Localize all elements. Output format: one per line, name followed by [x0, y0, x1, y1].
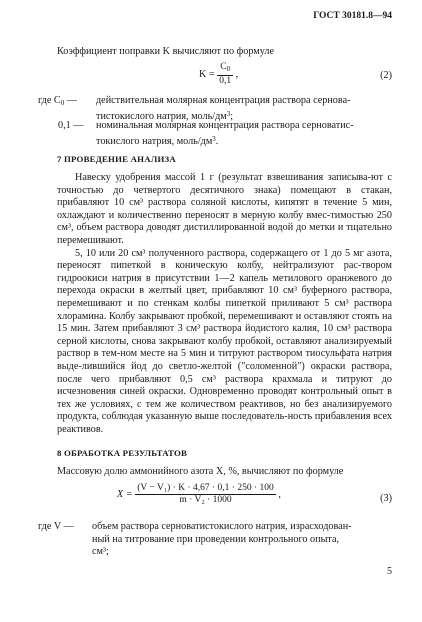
- formula-3: [117, 483, 281, 506]
- coef-intro: Коэффициент поправки K вычисляют по формуле: [57, 46, 274, 57]
- section-7-body: [57, 172, 392, 436]
- section-7-paragraph-2: 5, 10 или 20 см³ полученного раствора, содержащего от 1 до 5 мг азота, переносят пипеткой в коническую колбу, нейтрализуют рас-твором гидроокиси натрия в присутствии 1—2 капель метилового оранжевого до перехода окраски в желтый цвет, прибавляют 10 см³ буферного раствора, перемешивают и по стенкам колбы пипеткой приливают 5 см³ раствора хлорамина. Колбу закрывают пробкой, перемешивают и оставляют стоять на 15 мин. Затем прибавляют 3 см³ раствора йодистого калия, 10 см³ раствора серной кислоты, снова закрывают колбу пробкой, оставляют анализируемый раствор в тем-ном месте на 5 мин и титруют раствором тиосульфата натрия выде-лившийся йод до светло-желтой ("соломенной") окраски раствора, после чего прибавляют 0,5 см³ раствора крахмала и титруют до исчезновения синей окраски. Одновременно проводят контрольный опыт в тех же условиях, с тем же количеством реактивов, но без анализируемого продукта, соблюдая указанную выше последователь-ность прибавления всех реактивов.: [57, 247, 392, 435]
- equation-number-2: (2): [380, 70, 392, 81]
- formula-3-numerator: (V − V₁) · K · 4,67 · 0,1 · 250 · 100: [137, 483, 274, 493]
- section-8-title: 8 ОБРАБОТКА РЕЗУЛЬТАТОВ: [57, 448, 188, 458]
- definition-v: где V —: [38, 521, 74, 532]
- definition-c0: где $C_0$ —: [38, 95, 77, 107]
- definition-term: 0,1: [58, 120, 71, 131]
- formula-2: [199, 62, 238, 87]
- definition-term: где C: [38, 95, 61, 106]
- definition-c0-text: действительная молярная концентрация раствора сернова- тистокислого натрия, моль/$дм^3$;: [96, 95, 351, 122]
- definition-dash: —: [73, 120, 84, 131]
- formula-2-numerator: $C_0$: [217, 62, 233, 76]
- standard-header: ГОСТ 30181.8—94: [313, 11, 392, 21]
- section-7-paragraph-1: Навеску удобрения массой 1 г (результат взвешивания записыва-ют с точностью до четвертого десятичного знака) помещают в стакан, прибавляют 10 см³ раствора соляной кислоты, кипятят в течение 5 мин, охлаждают и количественно переносят в мерную колбу вмес-тимостью 250 см³, объем раствора доводят дистиллированной водой до метки и тщательно перемешивают.: [57, 172, 392, 246]
- formula-2-fraction: [217, 62, 233, 87]
- definition-v-text: объем раствора серноватистокислого натрия, израсходован- ный на титрование при проведении контрольного опыта, см³;: [92, 521, 352, 558]
- formula-2-lhs: K =: [199, 68, 215, 80]
- formula-3-lhs: X =: [117, 488, 133, 500]
- definition-0-1: [58, 120, 83, 133]
- equation-number-3: (3): [380, 493, 392, 504]
- definition-0-1-text: номинальная молярная концентрация раствора серноватис- токислого натрия, моль/$дм^3$.: [96, 120, 354, 147]
- formula-3-tail: ,: [278, 488, 281, 500]
- definition-dash: —: [66, 95, 77, 106]
- formula-2-denominator: 0,1: [219, 76, 232, 86]
- formula-3-denominator: m · V₂ · 1000: [179, 495, 232, 505]
- section-8-intro: Массовую долю аммонийного азота X, %, вычисляют по формуле: [57, 466, 344, 477]
- section-7-title: 7 ПРОВЕДЕНИЕ АНАЛИЗА: [57, 154, 176, 164]
- formula-2-tail: ,: [235, 68, 239, 80]
- page-number: 5: [387, 566, 392, 577]
- formula-3-fraction: [135, 483, 276, 506]
